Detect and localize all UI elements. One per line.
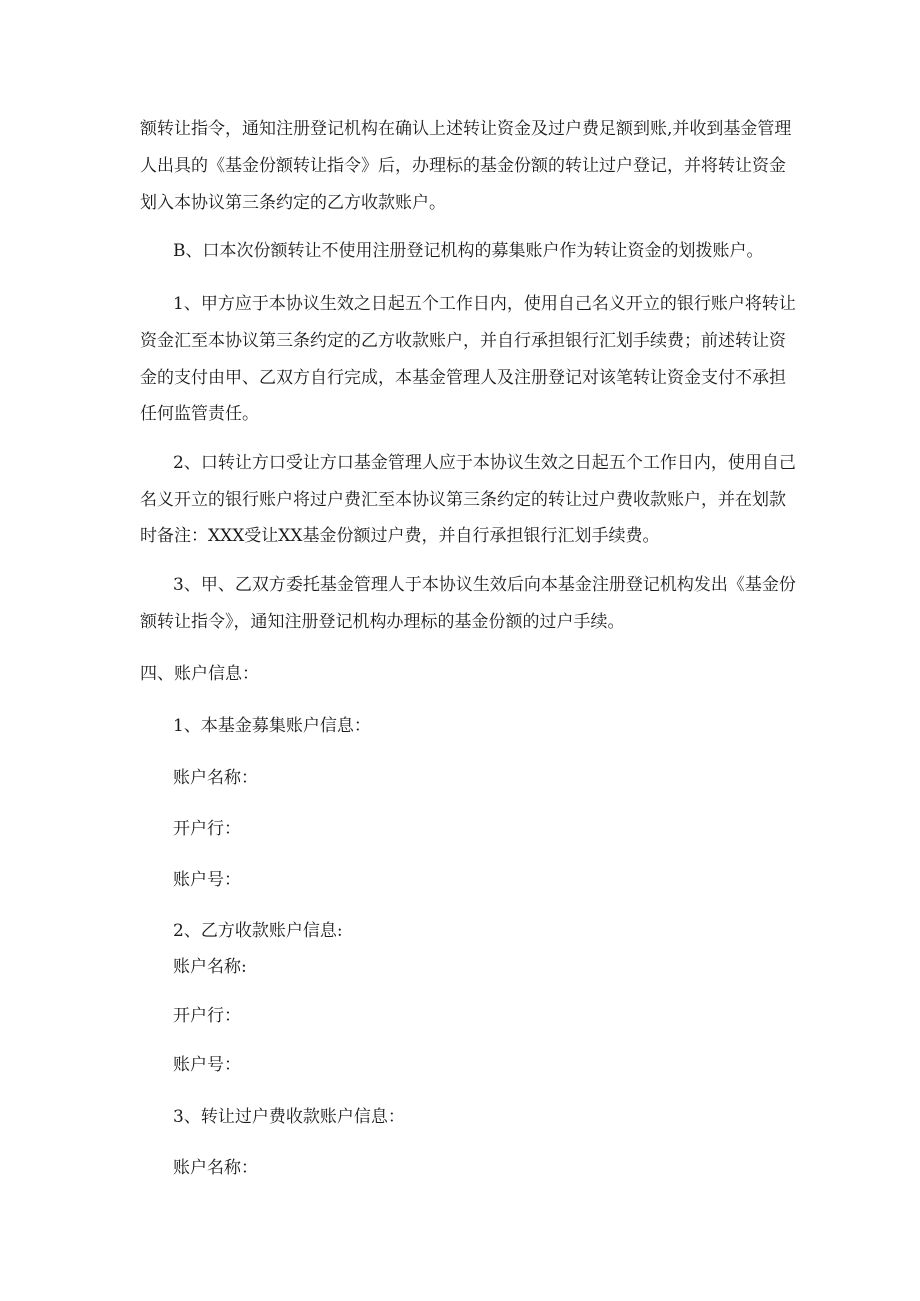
text-line: 额转让指令》，通知注册登记机构办理标的基金份额的过户手续。 <box>140 612 625 632</box>
text-line: 3、甲、乙双方委托基金管理人于本协议生效后向本基金注册登记机构发出《基金份 <box>173 575 796 595</box>
subsection-heading: 3、转让过户费收款账户信息： <box>173 1107 405 1127</box>
text-line: 任何监管责任。 <box>140 404 259 424</box>
subsection-heading: 2、乙方收款账户信息: <box>173 921 343 941</box>
text-line: 资金汇至本协议第三条约定的乙方收款账户，并自行承担银行汇划手续费；前述转让资 <box>140 331 786 351</box>
text-line: 2、口转让方口受让方口基金管理人应于本协议生效之日起五个工作日内，使用自己 <box>173 453 796 473</box>
section-heading: 四、账户信息： <box>140 664 259 684</box>
text-line: B、口本次份额转让不使用注册登记机构的募集账户作为转让资金的划拨账户。 <box>173 241 764 261</box>
field-label: 开户行： <box>173 1006 241 1026</box>
field-label: 账户名称: <box>173 957 247 977</box>
text-line: 人出具的《基金份额转让指令》后，办理标的基金份额的转让过户登记，并将转让资金 <box>140 156 786 176</box>
text-line: 时备注：XXX受让XX基金份额过户费，并自行承担银行汇划手续费。 <box>140 526 660 546</box>
text-line: 划入本协议第三条约定的乙方收款账户。 <box>140 193 446 213</box>
field-label: 账户名称： <box>173 768 258 788</box>
field-label: 账户号： <box>173 1055 241 1075</box>
field-label: 账户名称： <box>173 1158 258 1178</box>
text-line: 金的支付由甲、乙双方自行完成，本基金管理人及注册登记对该笔转让资金支付不承担 <box>140 368 786 388</box>
field-label: 开户行： <box>173 819 241 839</box>
text-line: 额转让指令，通知注册登记机构在确认上述转让资金及过户费足额到账,并收到基金管理 <box>140 119 792 139</box>
text-line: 名义开立的银行账户将过户费汇至本协议第三条约定的转让过户费收款账户，并在划款 <box>140 490 786 510</box>
field-label: 账户号： <box>173 870 241 890</box>
subsection-heading: 1、本基金募集账户信息： <box>173 716 371 736</box>
text-line: 1、甲方应于本协议生效之日起五个工作日内，使用自己名义开立的银行账户将转让 <box>173 294 796 314</box>
